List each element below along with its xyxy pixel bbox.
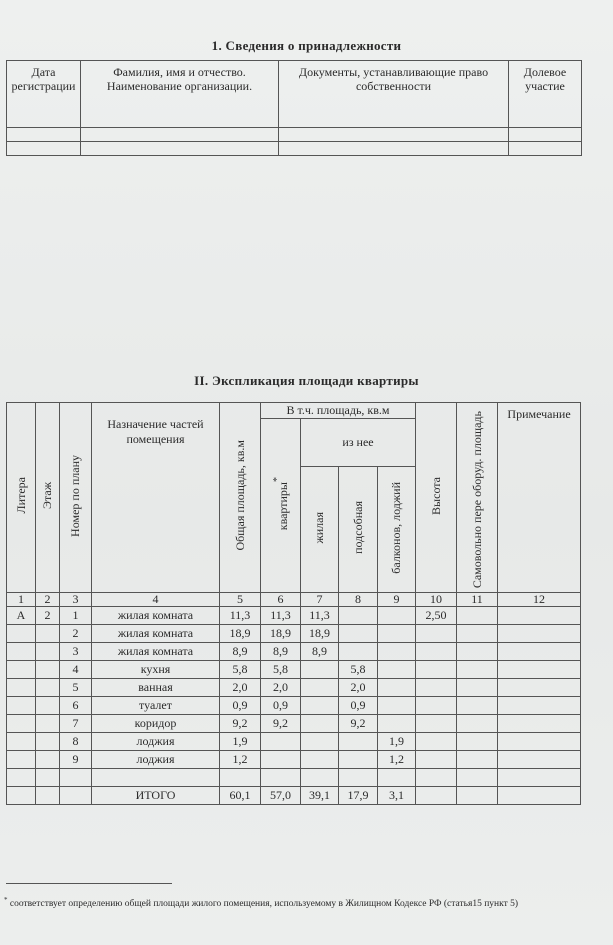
cell-note: [498, 661, 581, 679]
cell-litera: [7, 661, 36, 679]
column-number: 12: [498, 593, 581, 607]
cell-no: 1: [60, 607, 92, 625]
cell-living: [301, 679, 339, 697]
ownership-header-row: [7, 61, 582, 128]
table-row: [7, 643, 581, 661]
cell-total: [220, 769, 261, 787]
column-number: 5: [220, 593, 261, 607]
table-row: [7, 679, 581, 697]
cell-balc: [378, 625, 416, 643]
cell-note: [498, 751, 581, 769]
cell-self: [457, 643, 498, 661]
header-balconies: балконов, лоджий: [378, 467, 416, 593]
section2-title: II. Экспликация площади квартиры: [194, 373, 419, 388]
cell-litera: А: [7, 607, 36, 625]
header-self-reequipped: Самовольно пере оборуд. площадь: [457, 403, 498, 593]
cell-apt: 11,3: [261, 607, 301, 625]
cell-name: ванная: [92, 679, 220, 697]
header-share: Долевое участие: [509, 61, 582, 128]
cell-no: 9: [60, 751, 92, 769]
living-area-sum: 39,1: [301, 787, 339, 805]
cell-aux: [339, 733, 378, 751]
cell-litera: [7, 679, 36, 697]
cell-note: [498, 697, 581, 715]
cell-floor: 2: [36, 607, 60, 625]
table-row: [7, 733, 581, 751]
cell-height: [416, 733, 457, 751]
column-number: 8: [339, 593, 378, 607]
cell-litera: [7, 751, 36, 769]
cell-total: 18,9: [220, 625, 261, 643]
cell-floor: [36, 625, 60, 643]
cell-floor: [36, 715, 60, 733]
footnote: * соответствует определению общей площади жилого помещения, используемому в Жилищном Кодексе РФ (статья15 пункт 5): [4, 896, 519, 910]
cell-note: [498, 733, 581, 751]
cell-aux: 0,9: [339, 697, 378, 715]
cell: [509, 128, 582, 142]
cell-note: [498, 679, 581, 697]
cell-floor: [36, 661, 60, 679]
cell: [457, 787, 498, 805]
cell-floor: [36, 679, 60, 697]
column-number: 9: [378, 593, 416, 607]
header-floor: Этаж: [36, 403, 60, 593]
cell-no: 4: [60, 661, 92, 679]
cell-living: [301, 733, 339, 751]
header-ownership-documents: Документы, устанавливающие право собственности: [279, 61, 509, 128]
cell-litera: [7, 769, 36, 787]
cell-litera: [7, 733, 36, 751]
cell-apt: [261, 751, 301, 769]
cell: [416, 787, 457, 805]
cell-height: [416, 715, 457, 733]
cell-height: [416, 625, 457, 643]
cell-living: 8,9: [301, 643, 339, 661]
cell-balc: [378, 661, 416, 679]
header-height: Высота: [416, 403, 457, 593]
header-row-1: [7, 403, 581, 419]
total-label: ИТОГО: [92, 787, 220, 805]
cell: [7, 128, 81, 142]
cell-height: [416, 661, 457, 679]
cell-apt: 5,8: [261, 661, 301, 679]
cell-aux: [339, 643, 378, 661]
ownership-row: [7, 142, 582, 156]
cell-name: [92, 769, 220, 787]
cell-note: [498, 607, 581, 625]
cell-total: 1,2: [220, 751, 261, 769]
cell-aux: [339, 751, 378, 769]
cell-litera: [7, 643, 36, 661]
cell: [81, 128, 279, 142]
header-total-area: Общая площадь, кв.м: [220, 403, 261, 593]
header-of-which: из нее: [301, 419, 416, 467]
header-note: Примечание: [498, 403, 581, 593]
header-living: жилая: [301, 467, 339, 593]
cell-name: коридор: [92, 715, 220, 733]
area-explication-table: [6, 402, 581, 805]
cell-name: лоджия: [92, 751, 220, 769]
cell-no: 6: [60, 697, 92, 715]
cell-height: [416, 679, 457, 697]
cell-apt: [261, 769, 301, 787]
cell-litera: [7, 697, 36, 715]
cell-apt: [261, 733, 301, 751]
cell-name: кухня: [92, 661, 220, 679]
cell-balc: [378, 715, 416, 733]
cell-self: [457, 661, 498, 679]
cell-litera: [7, 625, 36, 643]
cell-apt: 0,9: [261, 697, 301, 715]
cell-self: [457, 697, 498, 715]
table-row: [7, 769, 581, 787]
ownership-row: [7, 128, 582, 142]
cell-balc: [378, 679, 416, 697]
header-auxiliary: подсобная: [339, 467, 378, 593]
cell: [509, 142, 582, 156]
cell-self: [457, 715, 498, 733]
column-number: 6: [261, 593, 301, 607]
cell-apt: 18,9: [261, 625, 301, 643]
header-owner-name: Фамилия, имя и отчество. Наименование организации.: [81, 61, 279, 128]
cell-floor: [36, 643, 60, 661]
column-number: 1: [7, 593, 36, 607]
cell-no: 2: [60, 625, 92, 643]
cell: [60, 787, 92, 805]
cell-aux: 2,0: [339, 679, 378, 697]
cell-no: [60, 769, 92, 787]
explication-rows: [7, 607, 581, 787]
cell-no: 3: [60, 643, 92, 661]
cell-balc: [378, 697, 416, 715]
cell-total: 11,3: [220, 607, 261, 625]
cell-no: 7: [60, 715, 92, 733]
cell: [498, 787, 581, 805]
table-row: [7, 625, 581, 643]
cell-self: [457, 607, 498, 625]
cell-aux: [339, 625, 378, 643]
cell-balc: 1,9: [378, 733, 416, 751]
cell-self: [457, 733, 498, 751]
cell-name: жилая комната: [92, 643, 220, 661]
cell-self: [457, 625, 498, 643]
cell-living: [301, 751, 339, 769]
cell-apt: 9,2: [261, 715, 301, 733]
column-number: 4: [92, 593, 220, 607]
ownership-table: [6, 60, 582, 156]
cell-no: 8: [60, 733, 92, 751]
total-row: [7, 787, 581, 805]
cell-height: [416, 769, 457, 787]
apartment-area-sum: 57,0: [261, 787, 301, 805]
cell-total: 0,9: [220, 697, 261, 715]
table-row: [7, 661, 581, 679]
cell-floor: [36, 751, 60, 769]
footnote-divider: [6, 883, 172, 884]
cell-litera: [7, 715, 36, 733]
cell: [7, 142, 81, 156]
cell-name: туалет: [92, 697, 220, 715]
header-purpose: Назначение частей помещения: [92, 403, 220, 593]
header-including-area: В т.ч. площадь, кв.м: [261, 403, 416, 419]
cell-living: [301, 769, 339, 787]
cell-self: [457, 769, 498, 787]
cell-aux: 5,8: [339, 661, 378, 679]
cell-height: [416, 697, 457, 715]
total-area-sum: 60,1: [220, 787, 261, 805]
cell-balc: 1,2: [378, 751, 416, 769]
header-plan-number: Номер по плану: [60, 403, 92, 593]
cell-aux: 9,2: [339, 715, 378, 733]
auxiliary-area-sum: 17,9: [339, 787, 378, 805]
table-row: [7, 751, 581, 769]
table-row: [7, 697, 581, 715]
cell-self: [457, 751, 498, 769]
table-row: [7, 715, 581, 733]
column-number: 10: [416, 593, 457, 607]
cell-no: 5: [60, 679, 92, 697]
footnote-text: соответствует определению общей площади жилого помещения, используемому в Жилищном Кодексе РФ (статья15 пункт 5): [9, 899, 519, 910]
cell-apt: 2,0: [261, 679, 301, 697]
cell-note: [498, 715, 581, 733]
cell-living: [301, 661, 339, 679]
cell-balc: [378, 607, 416, 625]
table-row: [7, 607, 581, 625]
header-registration-date: Дата регистрации: [7, 61, 81, 128]
cell: [81, 142, 279, 156]
cell-aux: [339, 607, 378, 625]
cell-floor: [36, 697, 60, 715]
column-number-row: [7, 593, 581, 607]
cell-living: 11,3: [301, 607, 339, 625]
cell-total: 5,8: [220, 661, 261, 679]
cell-self: [457, 679, 498, 697]
cell-name: лоджия: [92, 733, 220, 751]
cell-height: [416, 643, 457, 661]
balcony-area-sum: 3,1: [378, 787, 416, 805]
header-apartments: квартиры*: [261, 419, 301, 593]
cell-total: 2,0: [220, 679, 261, 697]
cell-height: 2,50: [416, 607, 457, 625]
cell: [279, 128, 509, 142]
cell-name: жилая комната: [92, 625, 220, 643]
cell-total: 9,2: [220, 715, 261, 733]
cell-note: [498, 625, 581, 643]
cell-living: 18,9: [301, 625, 339, 643]
column-number: 7: [301, 593, 339, 607]
cell-living: [301, 697, 339, 715]
cell-floor: [36, 733, 60, 751]
section1-title: 1. Сведения о принадлежности: [211, 38, 402, 53]
cell-floor: [36, 769, 60, 787]
column-number: 11: [457, 593, 498, 607]
cell: [36, 787, 60, 805]
cell-apt: 8,9: [261, 643, 301, 661]
cell-note: [498, 769, 581, 787]
cell-note: [498, 643, 581, 661]
column-number: 2: [36, 593, 60, 607]
cell-total: 8,9: [220, 643, 261, 661]
cell: [279, 142, 509, 156]
header-litera: Литера: [7, 403, 36, 593]
column-number: 3: [60, 593, 92, 607]
cell-total: 1,9: [220, 733, 261, 751]
cell-balc: [378, 643, 416, 661]
cell-living: [301, 715, 339, 733]
cell-aux: [339, 769, 378, 787]
cell-name: жилая комната: [92, 607, 220, 625]
cell: [7, 787, 36, 805]
cell-balc: [378, 769, 416, 787]
cell-height: [416, 751, 457, 769]
